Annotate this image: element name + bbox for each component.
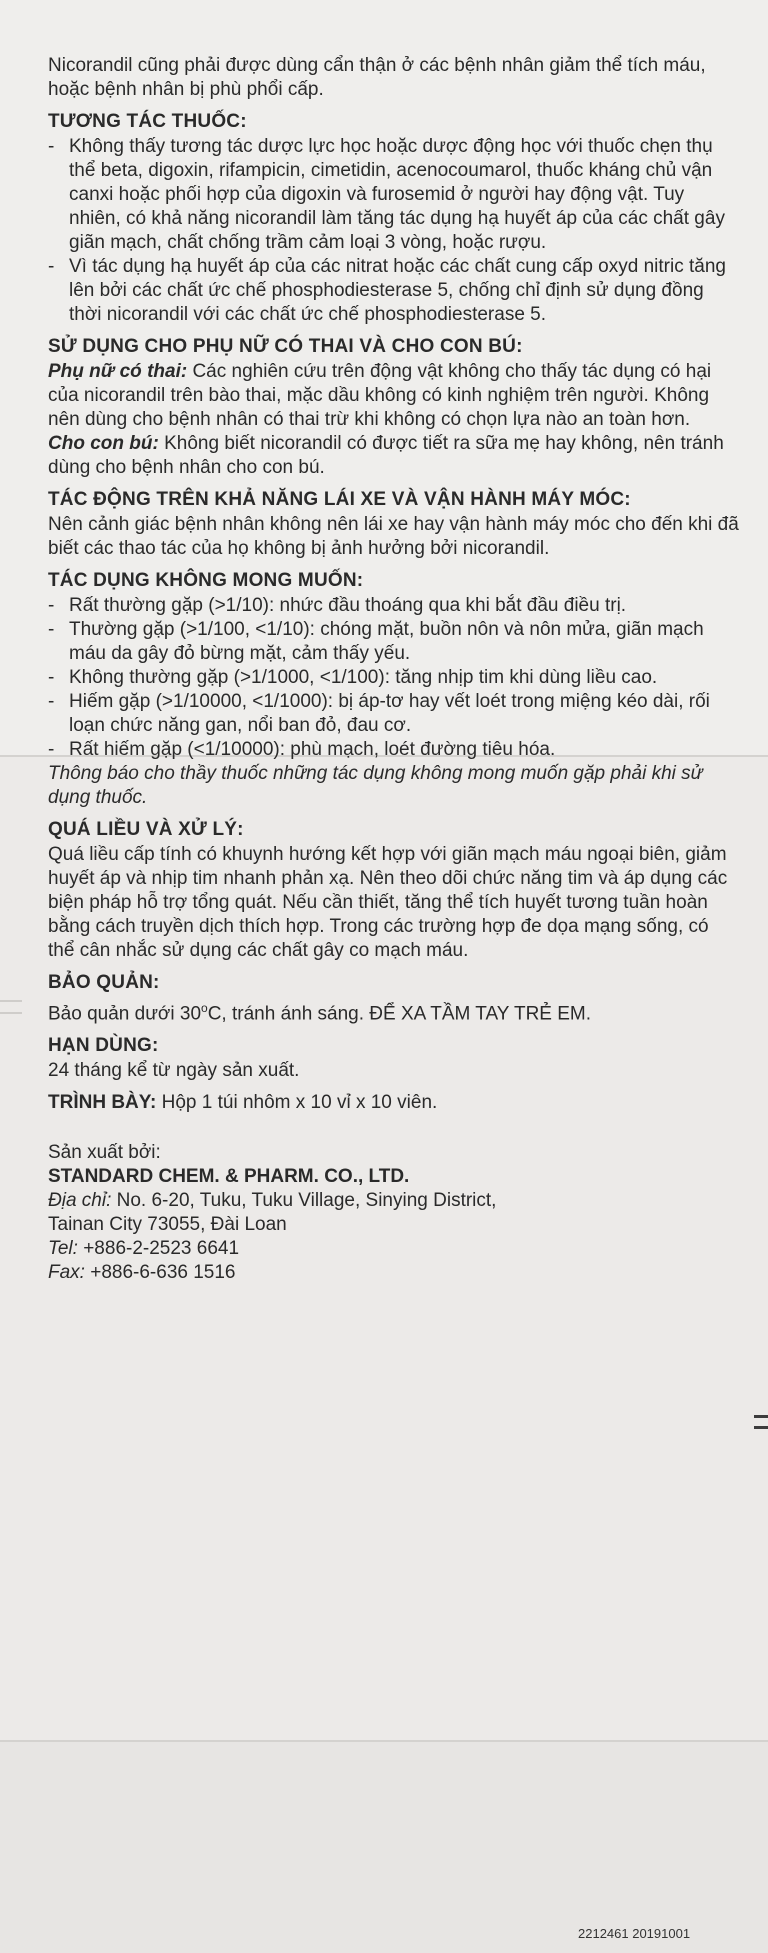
- storage-text: [48, 996, 740, 1026]
- list-item: [48, 618, 740, 666]
- section-manufacturer: [48, 1141, 740, 1285]
- tel-label: Tel:: [48, 1238, 78, 1260]
- list-item-text: Vì tác dụng hạ huyết áp của các nitrat hoặc các chất cung cấp oxyd nitric tăng lên bởi các chất ức chế phosphodiesterase 5, chống chỉ định sử dụng đồng thời nicorandil với các chất ức chế phosphodiesterase 5.: [69, 256, 726, 325]
- dash-bullet: -: [48, 256, 55, 277]
- section-overdose: [48, 818, 740, 963]
- list-item: [48, 594, 740, 618]
- section-title: BẢO QUẢN:: [48, 972, 160, 993]
- list-item-text: Hiếm gặp (>1/10000, <1/1000): bị áp-tơ hay vết loét trong miệng kéo dài, rối loạn chức năng gan, nổi ban đỏ, đau cơ.: [69, 691, 710, 736]
- list-item: [48, 738, 740, 762]
- print-mark: [754, 1415, 768, 1429]
- section-interactions: [48, 110, 740, 327]
- list-item: [48, 255, 740, 327]
- expiry-text: 24 tháng kể từ ngày sản xuất.: [48, 1060, 300, 1082]
- dash-bullet: -: [48, 619, 55, 640]
- section-title: HẠN DÙNG:: [48, 1035, 159, 1057]
- list-item-text: Không thấy tương tác dược lực học hoặc dược động học với thuốc chẹn thụ thể beta, digoxin, rifampicin, cimetidin, acenocoumarol, thuốc kháng chủ vận canxi hoặc phối hợp của digoxin và furosemid ở người hay động vật. Tuy nhiên, có khả năng nicorandil làm tăng tác dụng hạ huyết áp của các chất gây giãn mạch, chất chống trầm cảm loại 3 vòng, hoặc rượu.: [69, 136, 725, 253]
- section-title: TƯƠNG TÁC THUỐC:: [48, 111, 247, 132]
- packaging-text: [48, 1091, 740, 1115]
- manufacturer-tel: [48, 1237, 740, 1261]
- address-line: No. 6-20, Tuku, Tuku Village, Sinying District,: [111, 1190, 497, 1212]
- breastfeeding-paragraph: [48, 432, 740, 480]
- paper-sheet-tail: [0, 1740, 768, 1953]
- packaging-value: Hộp 1 túi nhôm x 10 vỉ x 10 viên.: [156, 1092, 438, 1114]
- dash-bullet: -: [48, 667, 55, 688]
- section-storage: [48, 971, 740, 1026]
- driving-text: Nên cảnh giác bệnh nhân không nên lái xe hay vận hành máy móc cho đến khi đã biết các thao tác của họ không bị ảnh hưởng bởi nicorandil.: [48, 514, 739, 559]
- section-pregnancy: [48, 335, 740, 480]
- section-title: TÁC ĐỘNG TRÊN KHẢ NĂNG LÁI XE VÀ VẬN HÀNH MÁY MÓC:: [48, 489, 631, 510]
- degree-sign: o: [201, 1001, 208, 1015]
- spacer: [48, 1115, 740, 1141]
- breastfeeding-text: Không biết nicorandil có được tiết ra sữa mẹ hay không, nên tránh dùng cho bệnh nhân cho con bú.: [48, 433, 724, 478]
- section-driving: [48, 488, 740, 561]
- pregnant-label: Phụ nữ có thai:: [48, 361, 188, 382]
- list-item-text: Thường gặp (>1/100, <1/10): chóng mặt, buồn nôn và nôn mửa, giãn mạch máu da gây đỏ bừng mặt, cảm thấy yếu.: [69, 619, 704, 664]
- print-code: 2212461 20191001: [578, 1926, 691, 1941]
- leaflet-content: [48, 54, 740, 1285]
- pregnancy-paragraph: [48, 360, 740, 432]
- list-item-text: Rất thường gặp (>1/10): nhức đầu thoáng qua khi bắt đầu điều trị.: [69, 595, 627, 616]
- list-item: [48, 666, 740, 690]
- side-effects-note: Thông báo cho thầy thuốc những tác dụng không mong muốn gặp phải khi sử dụng thuốc.: [48, 763, 703, 808]
- manufacturer-fax: [48, 1261, 740, 1285]
- produced-by: Sản xuất bởi:: [48, 1142, 161, 1164]
- section-expiry: [48, 1034, 740, 1083]
- storage-text-part: C, tránh ánh sáng. ĐỂ XA TẦM TAY TRẺ EM.: [207, 1003, 592, 1025]
- dash-bullet: -: [48, 136, 55, 157]
- breastfeeding-label: Cho con bú:: [48, 433, 159, 454]
- manufacturer-address: [48, 1189, 740, 1213]
- dash-bullet: -: [48, 739, 55, 760]
- tel-value: +886-2-2523 6641: [77, 1238, 240, 1260]
- address-label: Địa chỉ:: [48, 1190, 112, 1212]
- address-line: Tainan City 73055, Đài Loan: [48, 1214, 287, 1236]
- overdose-text: Quá liều cấp tính có khuynh hướng kết hợp với giãn mạch máu ngoại biên, giảm huyết áp và nhịp tim nhanh phản xạ. Nên theo dõi chức năng tim và áp dụng các biện pháp hỗ trợ tổng quát. Nếu cần thiết, tăng thể tích huyết tương tuần hoàn bằng cách truyền dịch thích hợp. Trong các trường hợp đe dọa mạng sống, có thể cân nhắc sử dụng các chất gây co mạch máu.: [48, 844, 728, 961]
- list-item-text: Rất hiếm gặp (<1/10000): phù mạch, loét đường tiêu hóa.: [69, 739, 556, 760]
- fax-label: Fax:: [48, 1262, 85, 1284]
- packaging-label: TRÌNH BÀY:: [48, 1092, 157, 1114]
- section-title: TÁC DỤNG KHÔNG MONG MUỐN:: [48, 570, 364, 591]
- storage-text-part: Bảo quản dưới 30: [48, 1003, 202, 1025]
- manufacturer-name: STANDARD CHEM. & PHARM. CO., LTD.: [48, 1166, 410, 1188]
- section-side-effects: [48, 569, 740, 810]
- section-title: SỬ DỤNG CHO PHỤ NỮ CÓ THAI VÀ CHO CON BÚ:: [48, 336, 523, 357]
- list-item: [48, 135, 740, 255]
- list-item-text: Không thường gặp (>1/1000, <1/100): tăng nhịp tim khi dùng liều cao.: [69, 667, 658, 688]
- list-item: [48, 690, 740, 738]
- intro-paragraph: Nicorandil cũng phải được dùng cẩn thận ở các bệnh nhân giảm thể tích máu, hoặc bệnh nhân bị phù phổi cấp.: [48, 55, 706, 100]
- paper-fold: [0, 1740, 768, 1742]
- section-title: QUÁ LIỀU VÀ XỬ LÝ:: [48, 819, 244, 840]
- dash-bullet: -: [48, 595, 55, 616]
- dash-bullet: -: [48, 691, 55, 712]
- fold-mark: [0, 1000, 22, 1014]
- pregnant-text: Các nghiên cứu trên động vật không cho thấy tác dụng có hại của nicorandil trên bào thai, mặc dầu không có kinh nghiệm trên người. Không nên dùng cho bệnh nhân có thai trừ khi không có chọn lựa nào an toàn hơn.: [48, 361, 712, 430]
- fax-value: +886-6-636 1516: [84, 1262, 236, 1284]
- section-packaging: [48, 1091, 740, 1115]
